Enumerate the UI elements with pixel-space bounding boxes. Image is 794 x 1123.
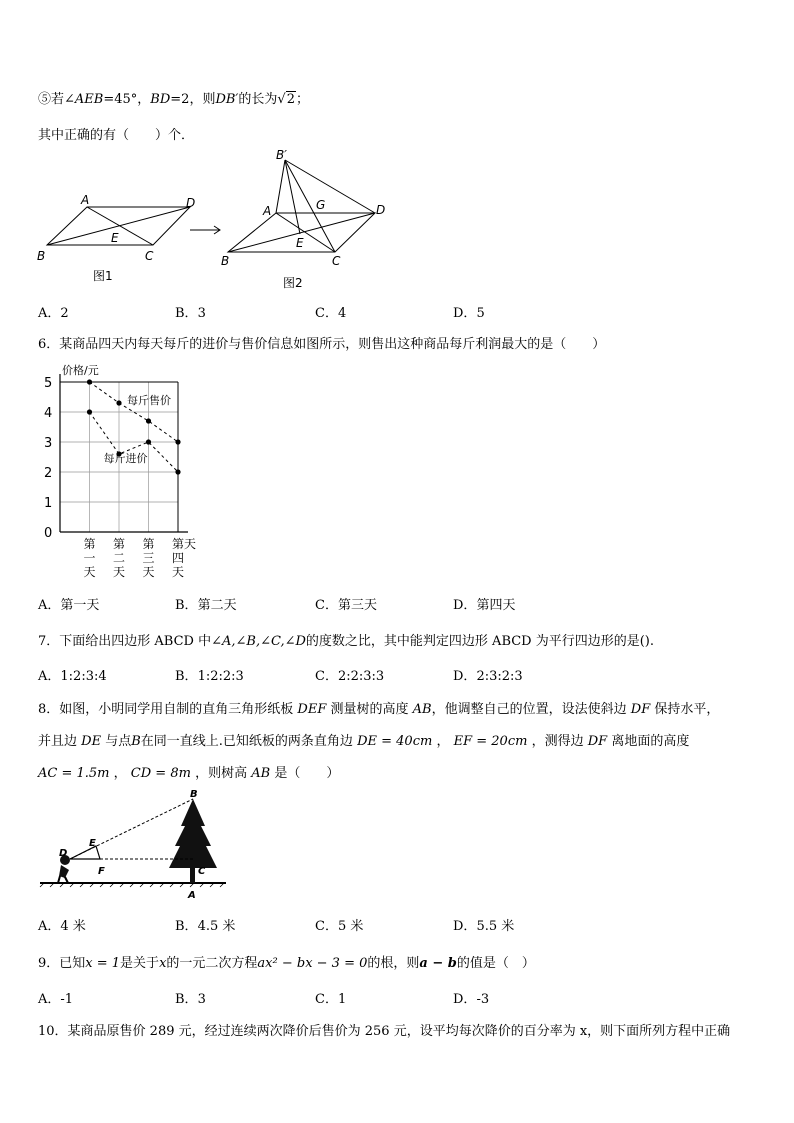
series-0-point-1 xyxy=(116,400,121,405)
q6-stem: 6．某商品四天内每天每斤的进价与售价信息如图所示，则售出这种商品每斤利润最大的是（ ） xyxy=(38,337,606,352)
x-category-label-2: 天 xyxy=(142,565,155,579)
y-tick-label: 2 xyxy=(44,466,53,481)
fig2-label-D: D xyxy=(376,203,386,217)
x-category-label-3: 第 xyxy=(172,537,185,551)
q10-stem: 10．某商品原售价 289 元，经过连续两次降价后售价为 256 元，设平均每次降价的百分率为 x，则下面所列方程中正确 xyxy=(38,1024,731,1039)
q5-figure-1 xyxy=(30,190,210,290)
fig2-label-A: A xyxy=(263,204,272,218)
person-icon xyxy=(58,855,70,883)
q8-option-c[interactable]: C．5 米 xyxy=(315,919,364,934)
fig1-label-A: A xyxy=(81,193,90,207)
x-category-label-1: 天 xyxy=(113,565,126,579)
q9-option-c[interactable]: C．1 xyxy=(315,992,347,1007)
fig2-label-C: C xyxy=(332,254,341,268)
q6-option-b[interactable]: B．第二天 xyxy=(175,598,237,613)
q8-label-C: C xyxy=(198,866,206,877)
series-1-point-0 xyxy=(87,409,92,414)
y-tick-label: 5 xyxy=(44,376,53,391)
q9-option-d[interactable]: D．-3 xyxy=(453,992,490,1007)
fig1-label-D: D xyxy=(186,196,196,210)
q7-option-a[interactable]: A．1:2:3:4 xyxy=(38,669,107,684)
q8-label-D: D xyxy=(59,848,68,859)
series-0-point-3 xyxy=(175,439,180,444)
x-category-label-0: 第 xyxy=(83,537,96,551)
series-0-point-2 xyxy=(146,418,151,423)
q8-label-F: F xyxy=(98,866,105,877)
q8-option-a[interactable]: A．4 米 xyxy=(38,919,86,934)
fig1-caption: 图1 xyxy=(93,269,113,283)
q6-option-d[interactable]: D．第四天 xyxy=(453,598,516,613)
q5-prompt: 其中正确的有（ ）个． xyxy=(38,128,195,143)
x-category-label-0: 一 xyxy=(83,551,96,565)
x-category-label-0: 天 xyxy=(83,565,96,579)
q9-option-b[interactable]: B．3 xyxy=(175,992,206,1007)
chart-x-categories xyxy=(84,537,185,579)
q7-option-b[interactable]: B．1:2:2:3 xyxy=(175,669,244,684)
q8-label-B: B xyxy=(190,789,198,800)
q8-label-E: E xyxy=(89,838,96,849)
q8-stem-line-3: AC = 1.5m ， CD = 8m ，则树高 AB 是（ ） xyxy=(38,766,340,781)
series-label-0: 每斤售价 xyxy=(127,394,171,407)
q9-option-a[interactable]: A．-1 xyxy=(38,992,74,1007)
y-tick-label: 4 xyxy=(44,406,53,421)
q5-figure-2 xyxy=(215,145,395,295)
q8-label-A: A xyxy=(188,890,196,901)
q8-stem-line-2: 并且边 DE 与点B在同一直线上.已知纸板的两条直角边 DE = 40cm ， EF = 20cm ，测得边 DF 离地面的高度 xyxy=(38,734,690,749)
series-0-point-0 xyxy=(87,379,92,384)
q8-option-d[interactable]: D．5.5 米 xyxy=(453,919,515,934)
series-1-point-3 xyxy=(175,469,180,474)
q6-option-c[interactable]: C．第三天 xyxy=(315,598,377,613)
x-category-label-2: 第 xyxy=(142,537,155,551)
sqrt-expression: √2 xyxy=(277,92,295,107)
q8-tree-figure xyxy=(38,786,238,906)
fig2-label-B: B xyxy=(221,254,230,268)
y-tick-label: 3 xyxy=(44,436,53,451)
series-1-point-2 xyxy=(146,439,151,444)
tree-icon xyxy=(169,799,217,883)
fig2-caption: 图2 xyxy=(283,276,303,290)
x-category-label-3: 四 xyxy=(172,551,185,565)
q7-stem: 7．下面给出四边形 ABCD 中∠A,∠B,∠C,∠D的度数之比，其中能判定四边形 ABCD 为平行四边形的是(). xyxy=(38,634,655,649)
fig1-label-C: C xyxy=(145,249,154,263)
q8-stem-line-1: 8．如图，小明同学用自制的直角三角形纸板 DEF 测量树的高度 AB，他调整自己的位置，设法使斜边 DF 保持水平， xyxy=(38,702,720,717)
q5-option-b[interactable]: B．3 xyxy=(175,306,206,321)
q5-option-a[interactable]: A．2 xyxy=(38,306,69,321)
chart-series xyxy=(87,379,181,474)
fig1-label-E: E xyxy=(111,231,119,245)
q9-stem: 9．已知x = 1是关于x的一元二次方程ax² − bx − 3 = 0的根，则a − b的值是（ ） xyxy=(38,956,535,971)
series-label-1: 每斤进价 xyxy=(103,452,148,465)
chart-y-ticks xyxy=(44,376,52,541)
q6-option-a[interactable]: A．第一天 xyxy=(38,598,100,613)
price-chart xyxy=(38,358,208,580)
x-category-label-1: 第 xyxy=(113,537,126,551)
x-category-label-2: 三 xyxy=(142,551,155,565)
q8-option-b[interactable]: B．4.5 米 xyxy=(175,919,236,934)
q7-option-c[interactable]: C．2:2:3:3 xyxy=(315,669,385,684)
y-tick-label: 1 xyxy=(44,496,53,511)
fig2-label-Bprime: B′ xyxy=(276,148,287,162)
q5-statement-5: ⑤若∠AEB=45°，BD=2，则DB′的长为√2； xyxy=(38,92,309,107)
fig2-label-G: G xyxy=(316,198,326,212)
x-category-label-1: 二 xyxy=(113,551,126,565)
q5-option-c[interactable]: C．4 xyxy=(315,306,347,321)
q5-option-d[interactable]: D．5 xyxy=(453,306,485,321)
fig2-label-E: E xyxy=(296,236,304,250)
q7-option-d[interactable]: D．2:3:2:3 xyxy=(453,669,523,684)
y-tick-label: 0 xyxy=(44,526,53,541)
x-axis-label: 天 xyxy=(184,537,197,551)
x-category-label-3: 天 xyxy=(172,565,185,579)
y-axis-label: 价格/元 xyxy=(62,364,99,377)
fig1-label-B: B xyxy=(37,249,46,263)
